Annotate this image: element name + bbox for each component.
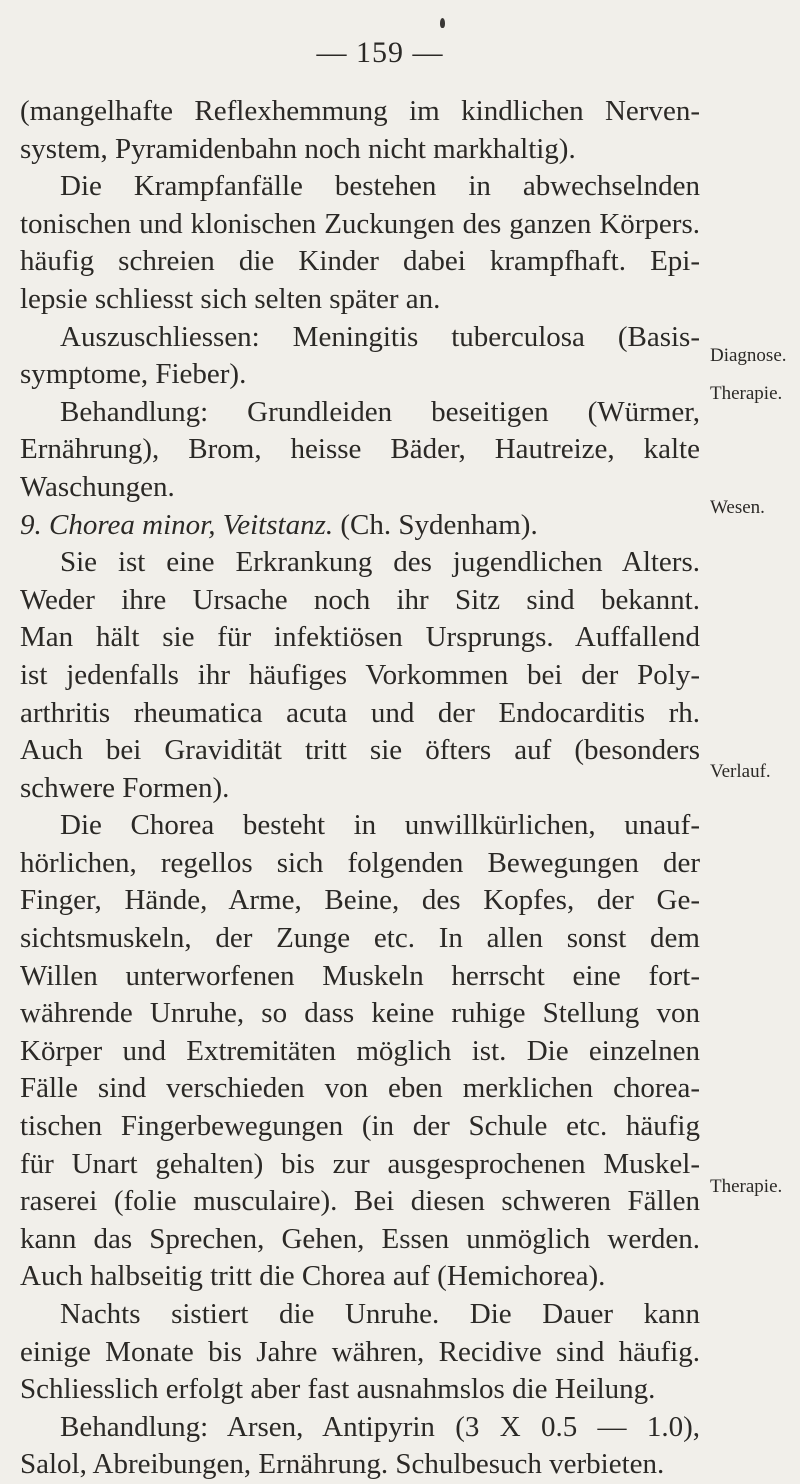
ink-mark bbox=[440, 18, 445, 28]
margin-note-therapie: Therapie. bbox=[710, 383, 783, 404]
section-number: 9. bbox=[20, 508, 42, 541]
text-line: Körper und Extremitäten möglich ist. Die einzelnen bbox=[20, 1034, 700, 1067]
text-line: Weder ihre Ursache noch ihr Sitz sind bekannt. bbox=[20, 583, 700, 616]
text-line: system, Pyramidenbahn noch nicht markhaltig). bbox=[20, 132, 576, 165]
section-title: Chorea minor, Veitstanz. bbox=[49, 508, 334, 541]
text-line: Willen unterworfenen Muskeln herrscht eine fort- bbox=[20, 959, 700, 992]
text-line: kann das Sprechen, Gehen, Essen unmöglich werden. bbox=[20, 1222, 700, 1255]
margin-note-therapie-2: Therapie. bbox=[710, 1176, 783, 1197]
section-heading bbox=[20, 507, 700, 545]
text-line: Ernährung), Brom, heisse Bäder, Hautreize, kalte bbox=[20, 433, 700, 466]
text-line: lepsie schliesst sich selten später an. bbox=[20, 282, 441, 315]
text-line: Die Chorea besteht in unwillkürlichen, unauf- bbox=[60, 809, 700, 842]
text-line: einige Monate bis Jahre währen, Recidive sind häufig. bbox=[20, 1335, 700, 1368]
text-line: für Unart gehalten) bis zur ausgesprochenen Muskel- bbox=[20, 1147, 700, 1180]
margin-note-diagnose: Diagnose. bbox=[710, 345, 787, 366]
margin-note-wesen: Wesen. bbox=[710, 497, 765, 518]
text-line: tischen Fingerbewegungen (in der Schule etc. häufig bbox=[20, 1110, 700, 1143]
text-line: Auszuschliessen: Meningitis tuberculosa (Basis- bbox=[60, 320, 700, 353]
text-line: Finger, Hände, Arme, Beine, des Kopfes, der Ge- bbox=[20, 884, 700, 917]
text-line: tonischen und klonischen Zuckungen des ganzen Körpers. bbox=[20, 207, 700, 240]
text-line: Die Krampfanfälle bestehen in abwechselnden bbox=[60, 170, 700, 203]
text-line: (mangelhafte Reflexhemmung im kindlichen Nerven- bbox=[20, 95, 700, 127]
page-number-value: 159 bbox=[356, 36, 404, 69]
section-author: (Ch. Sydenham). bbox=[340, 508, 538, 541]
text-line: Auch halbseitig tritt die Chorea auf (Hemichorea). bbox=[20, 1260, 606, 1293]
text-line: Behandlung: Arsen, Antipyrin (3 X 0.5 — 1.0), bbox=[60, 1410, 700, 1443]
text-line: Waschungen. bbox=[20, 470, 175, 503]
text-line: Man hält sie für infektiösen Ursprungs. Auffallend bbox=[20, 621, 700, 654]
body-text bbox=[20, 93, 700, 1484]
text-line: Fälle sind verschieden von eben merklichen chorea- bbox=[20, 1072, 700, 1105]
margin-note-verlauf: Verlauf. bbox=[710, 761, 771, 782]
text-line: arthritis rheumatica acuta und der Endocarditis rh. bbox=[20, 696, 700, 729]
text-line: hörlichen, regellos sich folgenden Bewegungen der bbox=[20, 846, 700, 879]
page-number: — 159 — bbox=[316, 36, 444, 69]
text-line: Auch bei Gravidität tritt sie öfters auf (besonders bbox=[20, 734, 700, 767]
text-line: Behandlung: Grundleiden beseitigen (Würmer, bbox=[60, 395, 700, 428]
text-line: ist jedenfalls ihr häufiges Vorkommen bei der Poly- bbox=[20, 658, 700, 691]
text-line: Schliesslich erfolgt aber fast ausnahmslos die Heilung. bbox=[20, 1373, 656, 1406]
text-line: schwere Formen). bbox=[20, 771, 230, 804]
text-line: raserei (folie musculaire). Bei diesen schweren Fällen bbox=[20, 1185, 700, 1218]
text-line: Salol, Abreibungen, Ernährung. Schulbesuch verbieten. bbox=[20, 1448, 665, 1481]
text-line: sichtsmuskeln, der Zunge etc. In allen sonst dem bbox=[20, 922, 700, 955]
text-line: symptome, Fieber). bbox=[20, 358, 247, 391]
text-line: Nachts sistiert die Unruhe. Die Dauer kann bbox=[60, 1298, 700, 1330]
text-line: währende Unruhe, so dass keine ruhige Stellung von bbox=[20, 997, 700, 1030]
text-line: Sie ist eine Erkrankung des jugendlichen Alters. bbox=[60, 546, 700, 579]
text-line: häufig schreien die Kinder dabei krampfhaft. Epi- bbox=[20, 245, 700, 278]
